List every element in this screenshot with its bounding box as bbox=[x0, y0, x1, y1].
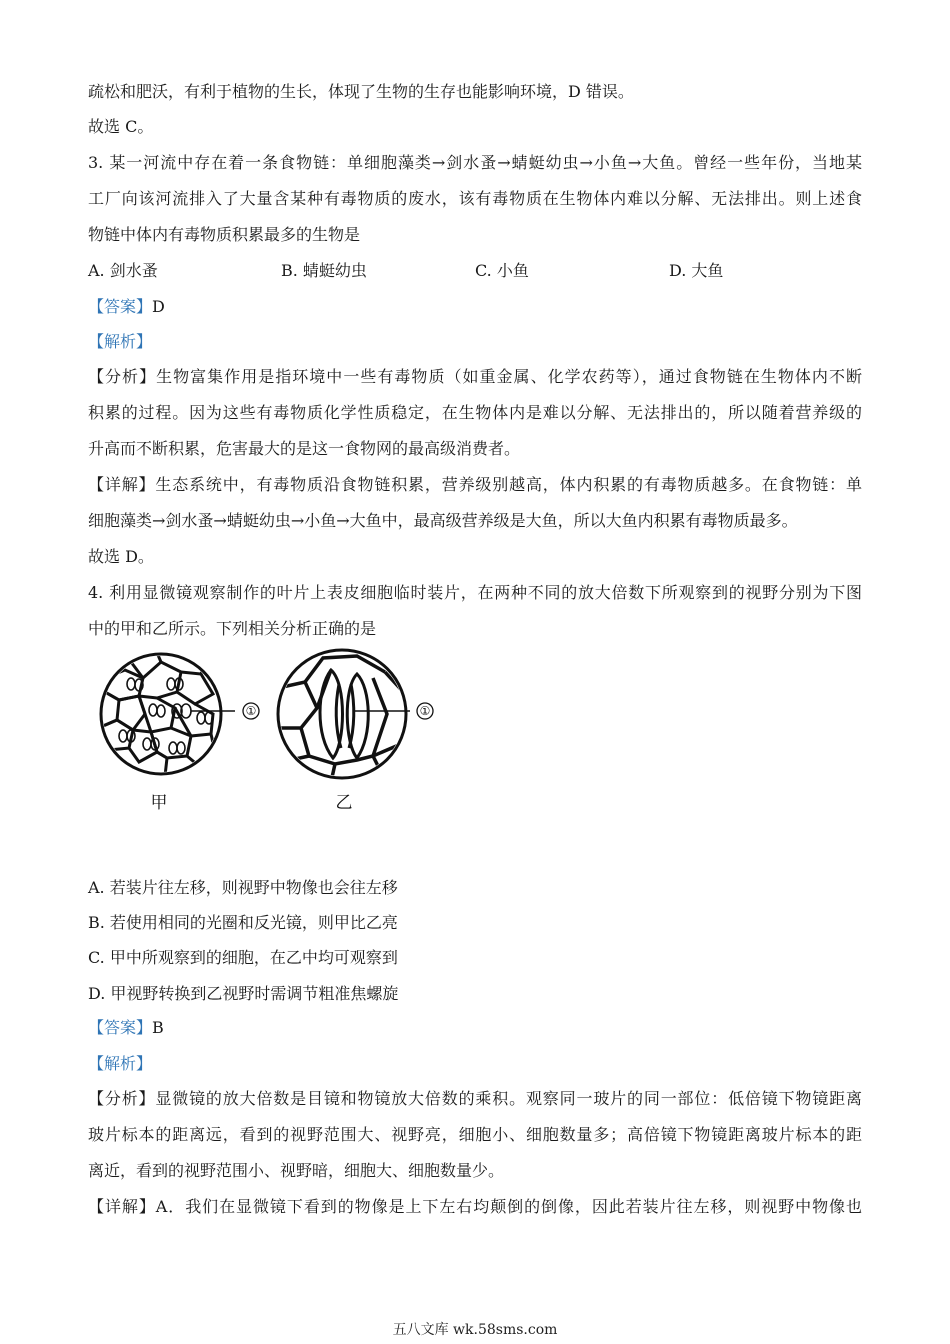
q4-stem-line-1: 4. 利用显微镜观察制作的叶片上表皮细胞临时装片，在两种不同的放大倍数下所观察到的视野分别为下图 bbox=[88, 583, 862, 602]
q4-fenxi-line-3: 离近，看到的视野范围小、视野暗，细胞大、细胞数量少。 bbox=[88, 1161, 505, 1180]
q3-stem-line-2: 工厂向该河流排入了大量含某种有毒物质的废水，该有毒物质在生物体内难以分解、无法排出。则上述食 bbox=[88, 189, 862, 208]
q4-answer bbox=[88, 1018, 862, 1038]
q3-jiexi-tag: 【解析】 bbox=[88, 332, 153, 351]
q4-option-b: B. 若使用相同的光圈和反光镜，则甲比乙亮 bbox=[88, 913, 398, 932]
continued-text-line: 疏松和肥沃，有利于植物的生长，体现了生物的生存也能影响环境，D 错误。 bbox=[88, 82, 634, 101]
q3-fenxi-line-3: 升高而不断积累，危害最大的是这一食物网的最高级消费者。 bbox=[88, 439, 521, 458]
page-footer: 五八文库 wk.58sms.com bbox=[392, 1322, 558, 1338]
q3-xiangjie-line-2: 细胞藻类→剑水蚤→蜻蜓幼虫→小鱼→大鱼中，最高级营养级是大鱼，所以大鱼内积累有毒物质最多。 bbox=[88, 511, 798, 530]
q3-option-a: A. 剑水蚤 bbox=[88, 261, 158, 280]
microscope-fields-figure bbox=[95, 648, 455, 818]
marker-yi: ① bbox=[419, 704, 431, 718]
q3-fenxi-line-1: 【分析】生物富集作用是指环境中一些有毒物质（如重金属、化学农药等），通过食物链在生物体内不断 bbox=[88, 367, 862, 386]
q4-option-c: C. 甲中所观察到的细胞，在乙中均可观察到 bbox=[88, 948, 398, 967]
q3-option-d: D. 大鱼 bbox=[669, 261, 724, 280]
q3-option-b: B. 蜻蜓幼虫 bbox=[281, 261, 367, 280]
q4-jiexi-tag: 【解析】 bbox=[88, 1054, 153, 1073]
answer-tag: 【答案】 bbox=[88, 1018, 153, 1037]
answer-value: B bbox=[152, 1018, 164, 1037]
q4-fenxi-line-1: 【分析】显微镜的放大倍数是目镜和物镜放大倍数的乘积。观察同一玻片的同一部位：低倍镜下物镜距离 bbox=[88, 1089, 862, 1108]
q3-conclusion: 故选 D。 bbox=[88, 547, 154, 566]
xiangjie-tag: 【详解】 bbox=[88, 1197, 156, 1216]
marker-jia: ① bbox=[245, 704, 257, 718]
label-jia: 甲 bbox=[150, 793, 168, 813]
q3-stem-line-3: 物链中体内有毒物质积累最多的生物是 bbox=[88, 225, 361, 244]
q4-option-a: A. 若装片往左移，则视野中物像也会往左移 bbox=[88, 878, 398, 897]
conclusion-line: 故选 C。 bbox=[88, 117, 154, 136]
q3-xiangjie-line-1: 【详解】生态系统中，有毒物质沿食物链积累，营养级别越高，体内积累的有毒物质越多。在食物链：单 bbox=[88, 475, 862, 494]
q3-answer bbox=[88, 297, 862, 317]
q3-option-c: C. 小鱼 bbox=[475, 261, 529, 280]
answer-tag: 【答案】 bbox=[88, 297, 153, 316]
q3-stem-line-1: 3. 某一河流中存在着一条食物链：单细胞藻类→剑水蚤→蜻蜓幼虫→小鱼→大鱼。曾经一些年份，当地某 bbox=[88, 153, 862, 172]
q3-fenxi-line-2: 积累的过程。因为这些有毒物质化学性质稳定，在生物体内是难以分解、无法排出的，所以随着营养级的 bbox=[88, 403, 862, 422]
field-yi bbox=[278, 650, 433, 782]
xiangjie-tag: 【详解】 bbox=[88, 475, 156, 494]
label-yi: 乙 bbox=[335, 793, 353, 813]
q4-xiangjie-line-1: 【详解】A．我们在显微镜下看到的物像是上下左右均颠倒的倒像，因此若装片往左移，则视野中物像也 bbox=[88, 1197, 862, 1216]
q4-option-d: D. 甲视野转换到乙视野时需调节粗准焦螺旋 bbox=[88, 984, 399, 1003]
answer-value: D bbox=[152, 297, 165, 316]
fenxi-tag: 【分析】 bbox=[88, 1089, 156, 1108]
field-jia bbox=[101, 648, 259, 776]
fenxi-tag: 【分析】 bbox=[88, 367, 157, 386]
q4-fenxi-line-2: 玻片标本的距离远，看到的视野范围大、视野亮，细胞小、细胞数量多；高倍镜下物镜距离玻片标本的距 bbox=[88, 1125, 862, 1144]
q4-stem-line-2: 中的甲和乙所示。下列相关分析正确的是 bbox=[88, 619, 377, 638]
